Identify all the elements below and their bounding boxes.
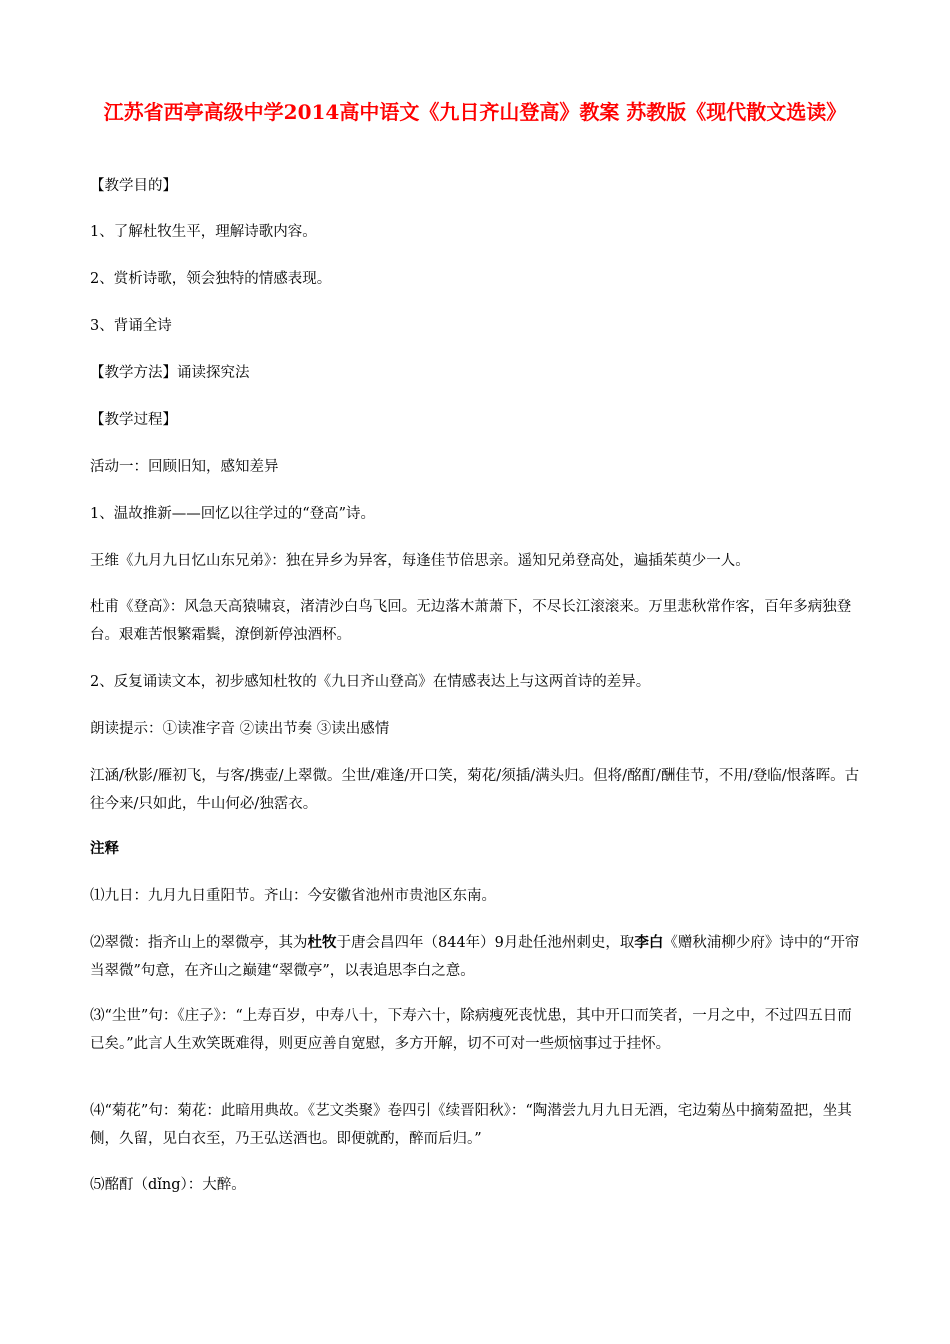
note-2-part-a: ⑵翠微：指齐山上的翠微亭，其为 (90, 935, 308, 951)
note-2-libai: 李白 (634, 934, 664, 951)
note-4: ⑷“菊花”句：菊花：此暗用典故。《艺文类聚》卷四引《续晋阳秋》：“陶潜尝九月九日无酒，宅边菊丛中摘菊盈把，坐其侧，久留，见白衣至，乃王弘送酒也。即便就酌，醉而后归。” (90, 1103, 852, 1147)
objective-item-3: 3、背诵全诗 (90, 318, 172, 334)
note-1: ⑴九日：九月九日重阳节。齐山：今安徽省池州市贵池区东南。 (90, 888, 496, 904)
objectives-heading: 【教学目的】 (90, 178, 177, 194)
activity-1: 活动一：回顾旧知，感知差异 (90, 459, 279, 475)
objective-item-1: 1、了解杜牧生平，理解诗歌内容。 (90, 224, 317, 240)
poem-dufu: 杜甫《登高》：风急天高猿啸哀，渚清沙白鸟飞回。无边落木萧萧下，不尽长江滚滚来。万里悲秋常作客，百年多病独登台。艰难苦恨繁霜鬓，潦倒新停浊酒杯。 (90, 599, 852, 643)
objective-item-2: 2、赏析诗歌，领会独特的情感表现。 (90, 271, 332, 287)
reading-tips: 朗读提示：①读准字音 ②读出节奏 ③读出感情 (90, 721, 390, 737)
note-3: ⑶“尘世”句：《庄子》：“上寿百岁，中寿八十，下寿六十，除病瘦死丧忧患，其中开口而笑者，一月之中，不过四五日而已矣。”此言人生欢笑既难得，则更应善自宽慰，多方开解，切不可对一些烦恼事过于挂怀。 (90, 1008, 852, 1052)
document-title: 江苏省西亭高级中学2014高中语文《九日齐山登高》教案 苏教版《现代散文选读》 (103, 100, 847, 124)
poem-text: 江涵/秋影/雁初飞，与客/携壶/上翠微。尘世/难逢/开口笑，菊花/须插/满头归。但将/酩酊/酬佳节，不用/登临/恨落晖。古往今来/只如此，牛山何必/独霑衣。 (90, 768, 860, 812)
notes-heading: 注释 (90, 840, 119, 857)
process-heading: 【教学过程】 (90, 412, 177, 428)
poem-wangwei: 王维《九月九日忆山东兄弟》：独在异乡为异客，每逢佳节倍思亲。遥知兄弟登高处，遍插茱萸少一人。 (90, 553, 750, 569)
note-2 (90, 929, 860, 985)
note-2-part-c: 于唐会昌四年（844年）9月赴任池州刺史，取 (336, 935, 635, 951)
step-1: 1、温故推新——回忆以往学过的“登高”诗。 (90, 506, 376, 522)
teaching-method: 【教学方法】诵读探究法 (90, 365, 250, 381)
note-5: ⑸酩酊（dǐng）：大醉。 (90, 1177, 246, 1193)
step-2: 2、反复诵读文本，初步感知杜牧的《九日齐山登高》在情感表达上与这两首诗的差异。 (90, 674, 651, 690)
note-2-dumu: 杜牧 (307, 934, 337, 951)
note-2-part-e: 《赠秋浦柳少府》诗中的“开帘当翠微”句意，在齐山之巅建“翠微亭”，以表追思李白之意。 (90, 935, 860, 979)
